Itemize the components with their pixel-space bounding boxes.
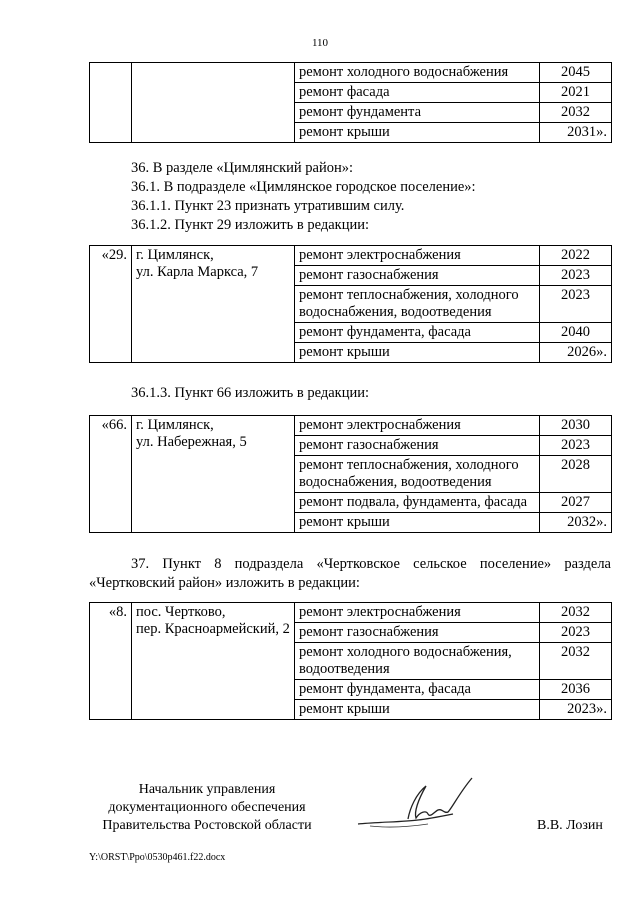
- table-cell-number: «66.: [90, 416, 132, 533]
- table-row: [90, 603, 612, 623]
- table-cell-year: 2030: [540, 416, 612, 436]
- address-line: г. Цимлянск,: [136, 417, 214, 433]
- table-row: [90, 246, 612, 266]
- table-item-29: [89, 245, 612, 363]
- table-cell-year: 2023: [540, 623, 612, 643]
- address-line: г. Цимлянск,: [136, 247, 214, 263]
- signature-name: В.В. Лозин: [537, 818, 603, 833]
- table-cell-address: [132, 63, 295, 143]
- table-cell-year: 2023: [540, 266, 612, 286]
- table-cell-year: 2023».: [540, 700, 612, 720]
- table-cell-work: ремонт фундамента, фасада: [295, 323, 540, 343]
- paragraph-36-1-3: 36.1.3. Пункт 66 изложить в редакции:: [131, 385, 370, 401]
- table-row: [90, 416, 612, 436]
- table-cell-year: 2040: [540, 323, 612, 343]
- paragraph-36-1-2: 36.1.2. Пункт 29 изложить в редакции:: [131, 217, 370, 233]
- table-item-66: [89, 415, 612, 533]
- signature-title: [92, 781, 322, 835]
- table-cell-year: 2032».: [540, 513, 612, 533]
- address-line: ул. Карла Маркса, 7: [136, 264, 259, 280]
- address-line: пер. Красноармейский, 2: [136, 621, 290, 637]
- table-cell-work: ремонт фундамента: [295, 103, 540, 123]
- table-cell-work: ремонт газоснабжения: [295, 436, 540, 456]
- paragraph-36-1-1: 36.1.1. Пункт 23 признать утратившим силу.: [131, 198, 405, 214]
- table-cell-year: 2027: [540, 493, 612, 513]
- file-path-footer: Y:\ORST\Ppo\0530p461.f22.docx: [89, 852, 226, 863]
- table-cell-address: [132, 416, 295, 533]
- table-cell-work: ремонт холодного водоснабжения: [295, 63, 540, 83]
- table-cell-work: ремонт электроснабжения: [295, 246, 540, 266]
- signature-title-line: Начальник управления: [138, 782, 276, 797]
- table-cell-number: [90, 63, 132, 143]
- table-cell-year: 2032: [540, 103, 612, 123]
- signature-title-line: Правительства Ростовской области: [102, 818, 312, 833]
- table-cell-work: ремонт фасада: [295, 83, 540, 103]
- signature-title-line: документационного обеспечения: [108, 800, 306, 815]
- table-cell-year: 2032: [540, 643, 612, 680]
- table-cell-year: 2032: [540, 603, 612, 623]
- table-cell-year: 2036: [540, 680, 612, 700]
- table-cell-number: «8.: [90, 603, 132, 720]
- table-cell-work: ремонт электроснабжения: [295, 603, 540, 623]
- table-cell-work: ремонт теплоснабжения, холодного водоснабжения, водоотведения: [295, 286, 540, 323]
- table-cell-address: [132, 246, 295, 363]
- table-cell-work: ремонт электроснабжения: [295, 416, 540, 436]
- table-cell-year: 2023: [540, 436, 612, 456]
- table-cell-year: 2031».: [540, 123, 612, 143]
- table-cell-number: «29.: [90, 246, 132, 363]
- table-cell-work: ремонт газоснабжения: [295, 266, 540, 286]
- table-cell-year: 2023: [540, 286, 612, 323]
- paragraph-36-1: 36.1. В подразделе «Цимлянское городское поселение»:: [131, 179, 476, 195]
- table-cell-address: [132, 603, 295, 720]
- address-line: пос. Чертково,: [136, 604, 226, 620]
- table-cell-work: ремонт холодного водоснабжения, водоотведения: [295, 643, 540, 680]
- table-cell-work: ремонт подвала, фундамента, фасада: [295, 493, 540, 513]
- table-row: [90, 63, 612, 83]
- page-number: 110: [311, 37, 329, 49]
- paragraph-36: 36. В разделе «Цимлянский район»:: [131, 160, 353, 176]
- table-cell-work: ремонт крыши: [295, 123, 540, 143]
- table-cell-work: ремонт газоснабжения: [295, 623, 540, 643]
- table-item-8: [89, 602, 612, 720]
- table-cell-work: ремонт крыши: [295, 343, 540, 363]
- table-cell-work: ремонт теплоснабжения, холодного водоснабжения, водоотведения: [295, 456, 540, 493]
- table-cell-work: ремонт крыши: [295, 700, 540, 720]
- table-continuation: [89, 62, 612, 143]
- table-cell-work: ремонт фундамента, фасада: [295, 680, 540, 700]
- table-cell-year: 2028: [540, 456, 612, 493]
- handwritten-signature-icon: [348, 772, 478, 842]
- paragraph-37: 37. Пункт 8 подраздела «Чертковское сельское поселение» раздела «Чертковский район» изложить в редакции:: [89, 556, 611, 591]
- table-cell-year: 2026».: [540, 343, 612, 363]
- table-cell-year: 2021: [540, 83, 612, 103]
- table-cell-year: 2045: [540, 63, 612, 83]
- address-line: ул. Набережная, 5: [136, 434, 247, 450]
- table-cell-work: ремонт крыши: [295, 513, 540, 533]
- table-cell-year: 2022: [540, 246, 612, 266]
